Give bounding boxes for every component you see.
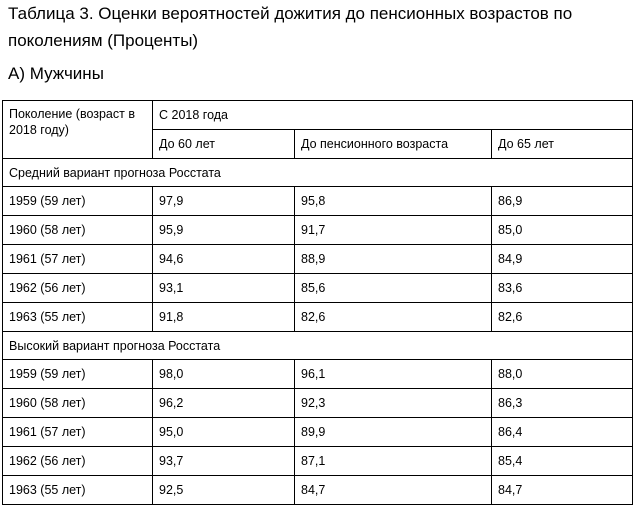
to-65-cell: 86,4 — [492, 418, 633, 447]
generation-cell: 1960 (58 лет) — [3, 216, 153, 245]
generation-cell: 1961 (57 лет) — [3, 245, 153, 274]
survival-probability-table — [2, 100, 633, 505]
to-65-cell: 85,0 — [492, 216, 633, 245]
generation-cell: 1963 (55 лет) — [3, 303, 153, 332]
section-label: Средний вариант прогноза Росстата — [3, 159, 633, 187]
table-body — [3, 101, 633, 505]
header-to-60: До 60 лет — [153, 130, 295, 159]
generation-cell: 1960 (58 лет) — [3, 389, 153, 418]
to-65-cell: 88,0 — [492, 360, 633, 389]
table-title: Таблица 3. Оценки вероятностей дожития до пенсионных возрастов по поколениям (Проценты) — [8, 4, 573, 50]
to-65-cell: 82,6 — [492, 303, 633, 332]
table-row — [3, 187, 633, 216]
table-row — [3, 274, 633, 303]
header-row-1 — [3, 101, 633, 130]
to-pension-cell: 92,3 — [295, 389, 492, 418]
section-row — [3, 332, 633, 360]
to-65-cell: 84,7 — [492, 476, 633, 505]
to-65-cell: 83,6 — [492, 274, 633, 303]
to-65-cell: 86,3 — [492, 389, 633, 418]
to-60-cell: 95,0 — [153, 418, 295, 447]
to-60-cell: 97,9 — [153, 187, 295, 216]
table-row — [3, 476, 633, 505]
to-60-cell: 92,5 — [153, 476, 295, 505]
to-pension-cell: 82,6 — [295, 303, 492, 332]
generation-cell: 1962 (56 лет) — [3, 274, 153, 303]
table-row — [3, 360, 633, 389]
generation-cell: 1959 (59 лет) — [3, 187, 153, 216]
to-60-cell: 96,2 — [153, 389, 295, 418]
header-to-pension-age: До пенсионного возраста — [295, 130, 492, 159]
generation-cell: 1961 (57 лет) — [3, 418, 153, 447]
to-60-cell: 93,1 — [153, 274, 295, 303]
table-subtitle: А) Мужчины — [8, 64, 104, 83]
to-pension-cell: 96,1 — [295, 360, 492, 389]
table-row — [3, 303, 633, 332]
generation-cell: 1962 (56 лет) — [3, 447, 153, 476]
to-60-cell: 93,7 — [153, 447, 295, 476]
to-pension-cell: 91,7 — [295, 216, 492, 245]
header-generation: Поколение (возраст в 2018 году) — [3, 101, 153, 159]
to-pension-cell: 89,9 — [295, 418, 492, 447]
header-to-65: До 65 лет — [492, 130, 633, 159]
table-row — [3, 447, 633, 476]
to-pension-cell: 88,9 — [295, 245, 492, 274]
table-row — [3, 418, 633, 447]
generation-cell: 1959 (59 лет) — [3, 360, 153, 389]
to-60-cell: 91,8 — [153, 303, 295, 332]
to-pension-cell: 87,1 — [295, 447, 492, 476]
table-row — [3, 216, 633, 245]
header-since-2018: С 2018 года — [153, 101, 633, 130]
generation-cell: 1963 (55 лет) — [3, 476, 153, 505]
to-60-cell: 98,0 — [153, 360, 295, 389]
table-row — [3, 245, 633, 274]
section-label: Высокий вариант прогноза Росстата — [3, 332, 633, 360]
to-60-cell: 94,6 — [153, 245, 295, 274]
to-pension-cell: 84,7 — [295, 476, 492, 505]
to-65-cell: 84,9 — [492, 245, 633, 274]
to-pension-cell: 85,6 — [295, 274, 492, 303]
section-row — [3, 159, 633, 187]
to-pension-cell: 95,8 — [295, 187, 492, 216]
to-60-cell: 95,9 — [153, 216, 295, 245]
table-row — [3, 389, 633, 418]
to-65-cell: 86,9 — [492, 187, 633, 216]
to-65-cell: 85,4 — [492, 447, 633, 476]
